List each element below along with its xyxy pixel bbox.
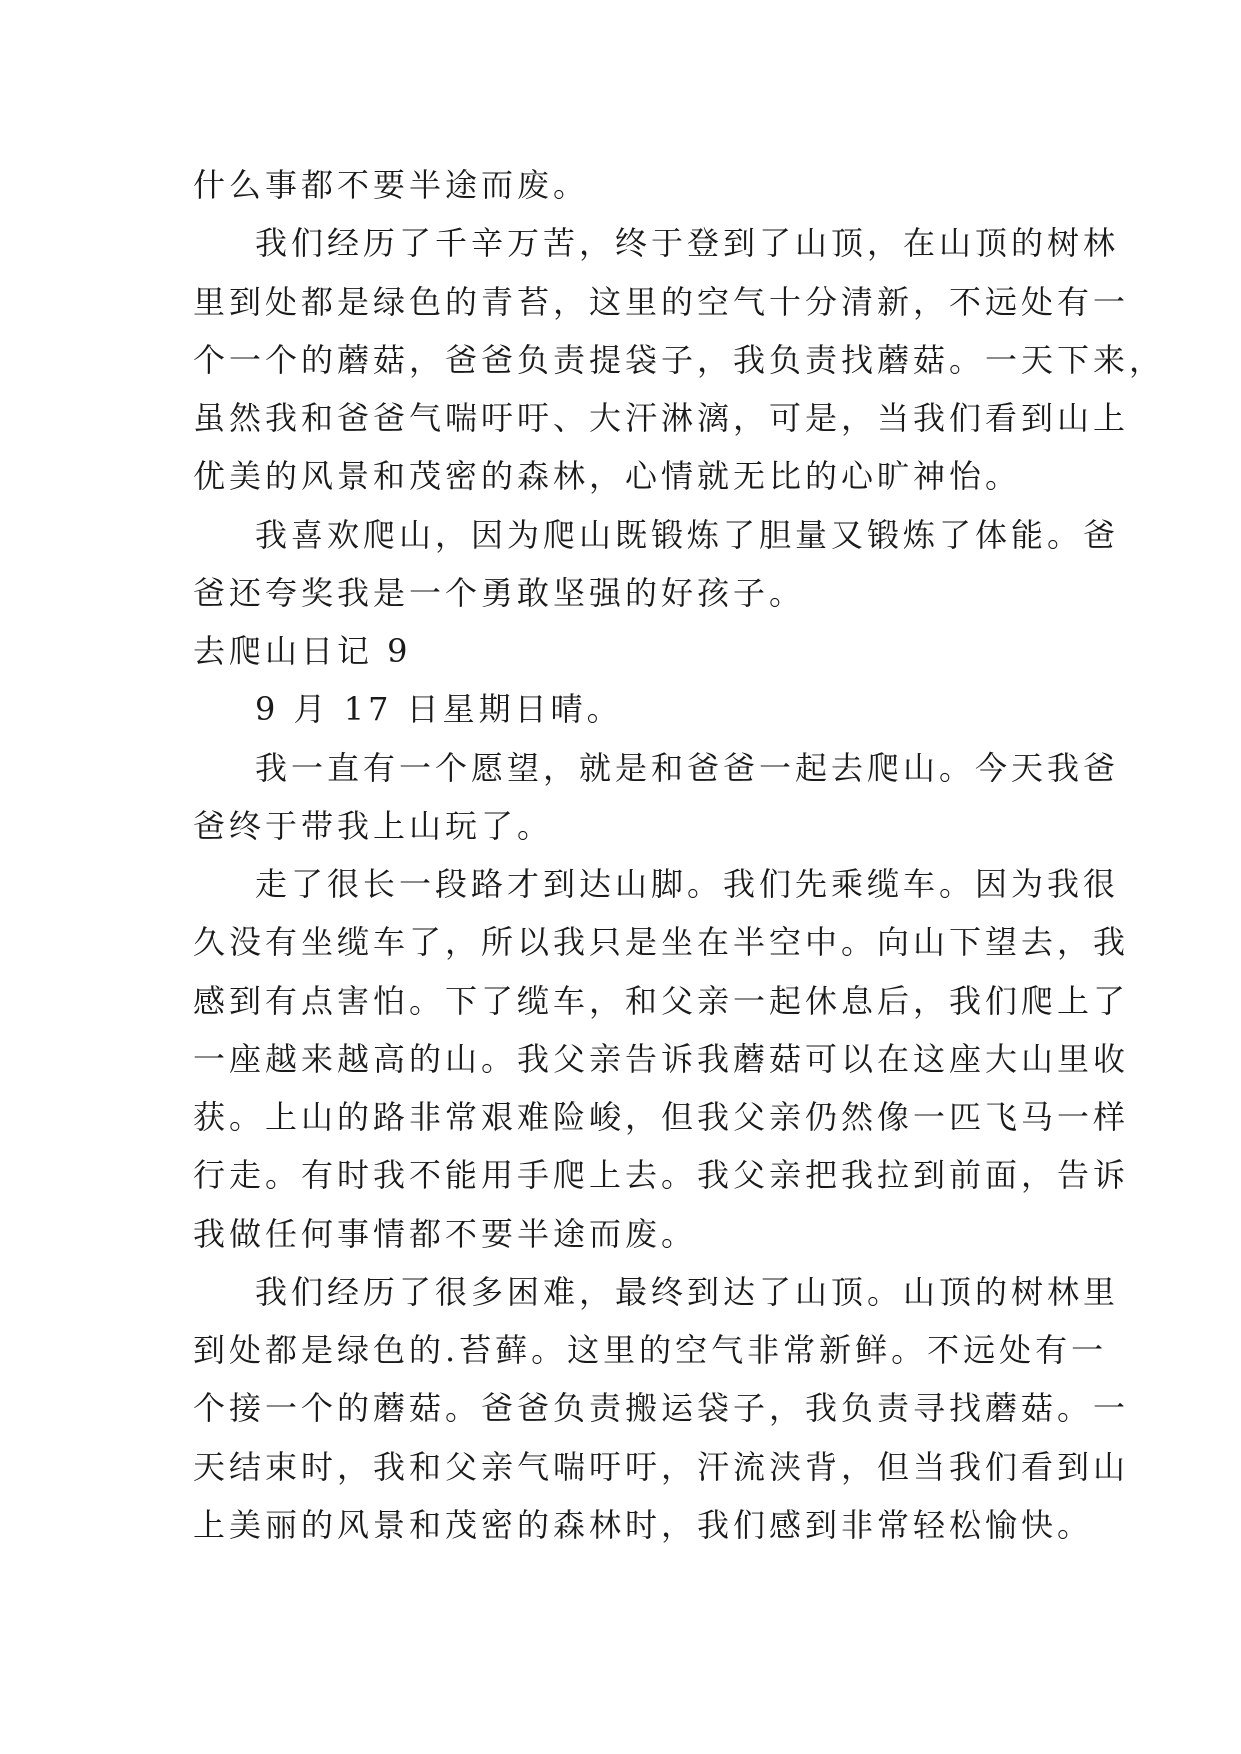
text-line: 获。上山的路非常艰难险峻，但我父亲仍然像一匹飞马一样 xyxy=(193,1098,1130,1136)
paragraph-first-line: 走了很长一段路才到达山脚。我们先乘缆车。因为我很 xyxy=(255,865,1120,903)
text-line: 爸终于带我上山玩了。 xyxy=(193,807,554,845)
text-line: 到处都是绿色的.苔藓。这里的空气非常新鲜。不远处有一 xyxy=(193,1331,1108,1369)
paragraph-first-line: 我们经历了千辛万苦，终于登到了山顶，在山顶的树林 xyxy=(255,224,1120,262)
text-line: 感到有点害怕。下了缆车，和父亲一起休息后，我们爬上了 xyxy=(193,982,1130,1020)
section-title: 去爬山日记 9 xyxy=(193,632,412,670)
text-line: 一座越来越高的山。我父亲告诉我蘑菇可以在这座大山里收 xyxy=(193,1040,1130,1078)
text-line: 爸还夸奖我是一个勇敢坚强的好孩子。 xyxy=(193,574,806,612)
text-line: 个接一个的蘑菇。爸爸负责搬运袋子，我负责寻找蘑菇。一 xyxy=(193,1389,1130,1427)
text-line: 虽然我和爸爸气喘吁吁、大汗淋漓，可是，当我们看到山上 xyxy=(193,399,1130,437)
paragraph-first-line: 我们经历了很多困难，最终到达了山顶。山顶的树林里 xyxy=(255,1273,1120,1311)
paragraph-first-line: 我喜欢爬山，因为爬山既锻炼了胆量又锻炼了体能。爸 xyxy=(255,516,1120,554)
text-line: 我做任何事情都不要半途而废。 xyxy=(193,1215,698,1253)
text-line: 个一个的蘑菇，爸爸负责提袋子，我负责找蘑菇。一天下来， xyxy=(193,341,1166,379)
text-line: 上美丽的风景和茂密的森林时，我们感到非常轻松愉快。 xyxy=(193,1506,1094,1544)
text-line: 里到处都是绿色的青苔，这里的空气十分清新，不远处有一 xyxy=(193,283,1130,321)
text-line: 天结束时，我和父亲气喘吁吁，汗流浃背，但当我们看到山 xyxy=(193,1448,1130,1486)
text-line: 什么事都不要半途而废。 xyxy=(193,166,590,204)
text-line: 优美的风景和茂密的森林，心情就无比的心旷神怡。 xyxy=(193,457,1022,495)
diary-date: 9 月 17 日星期日晴。 xyxy=(255,690,623,728)
paragraph-first-line: 我一直有一个愿望，就是和爸爸一起去爬山。今天我爸 xyxy=(255,749,1120,787)
text-line: 久没有坐缆车了，所以我只是坐在半空中。向山下望去，我 xyxy=(193,923,1130,961)
text-line: 行走。有时我不能用手爬上去。我父亲把我拉到前面，告诉 xyxy=(193,1156,1130,1194)
